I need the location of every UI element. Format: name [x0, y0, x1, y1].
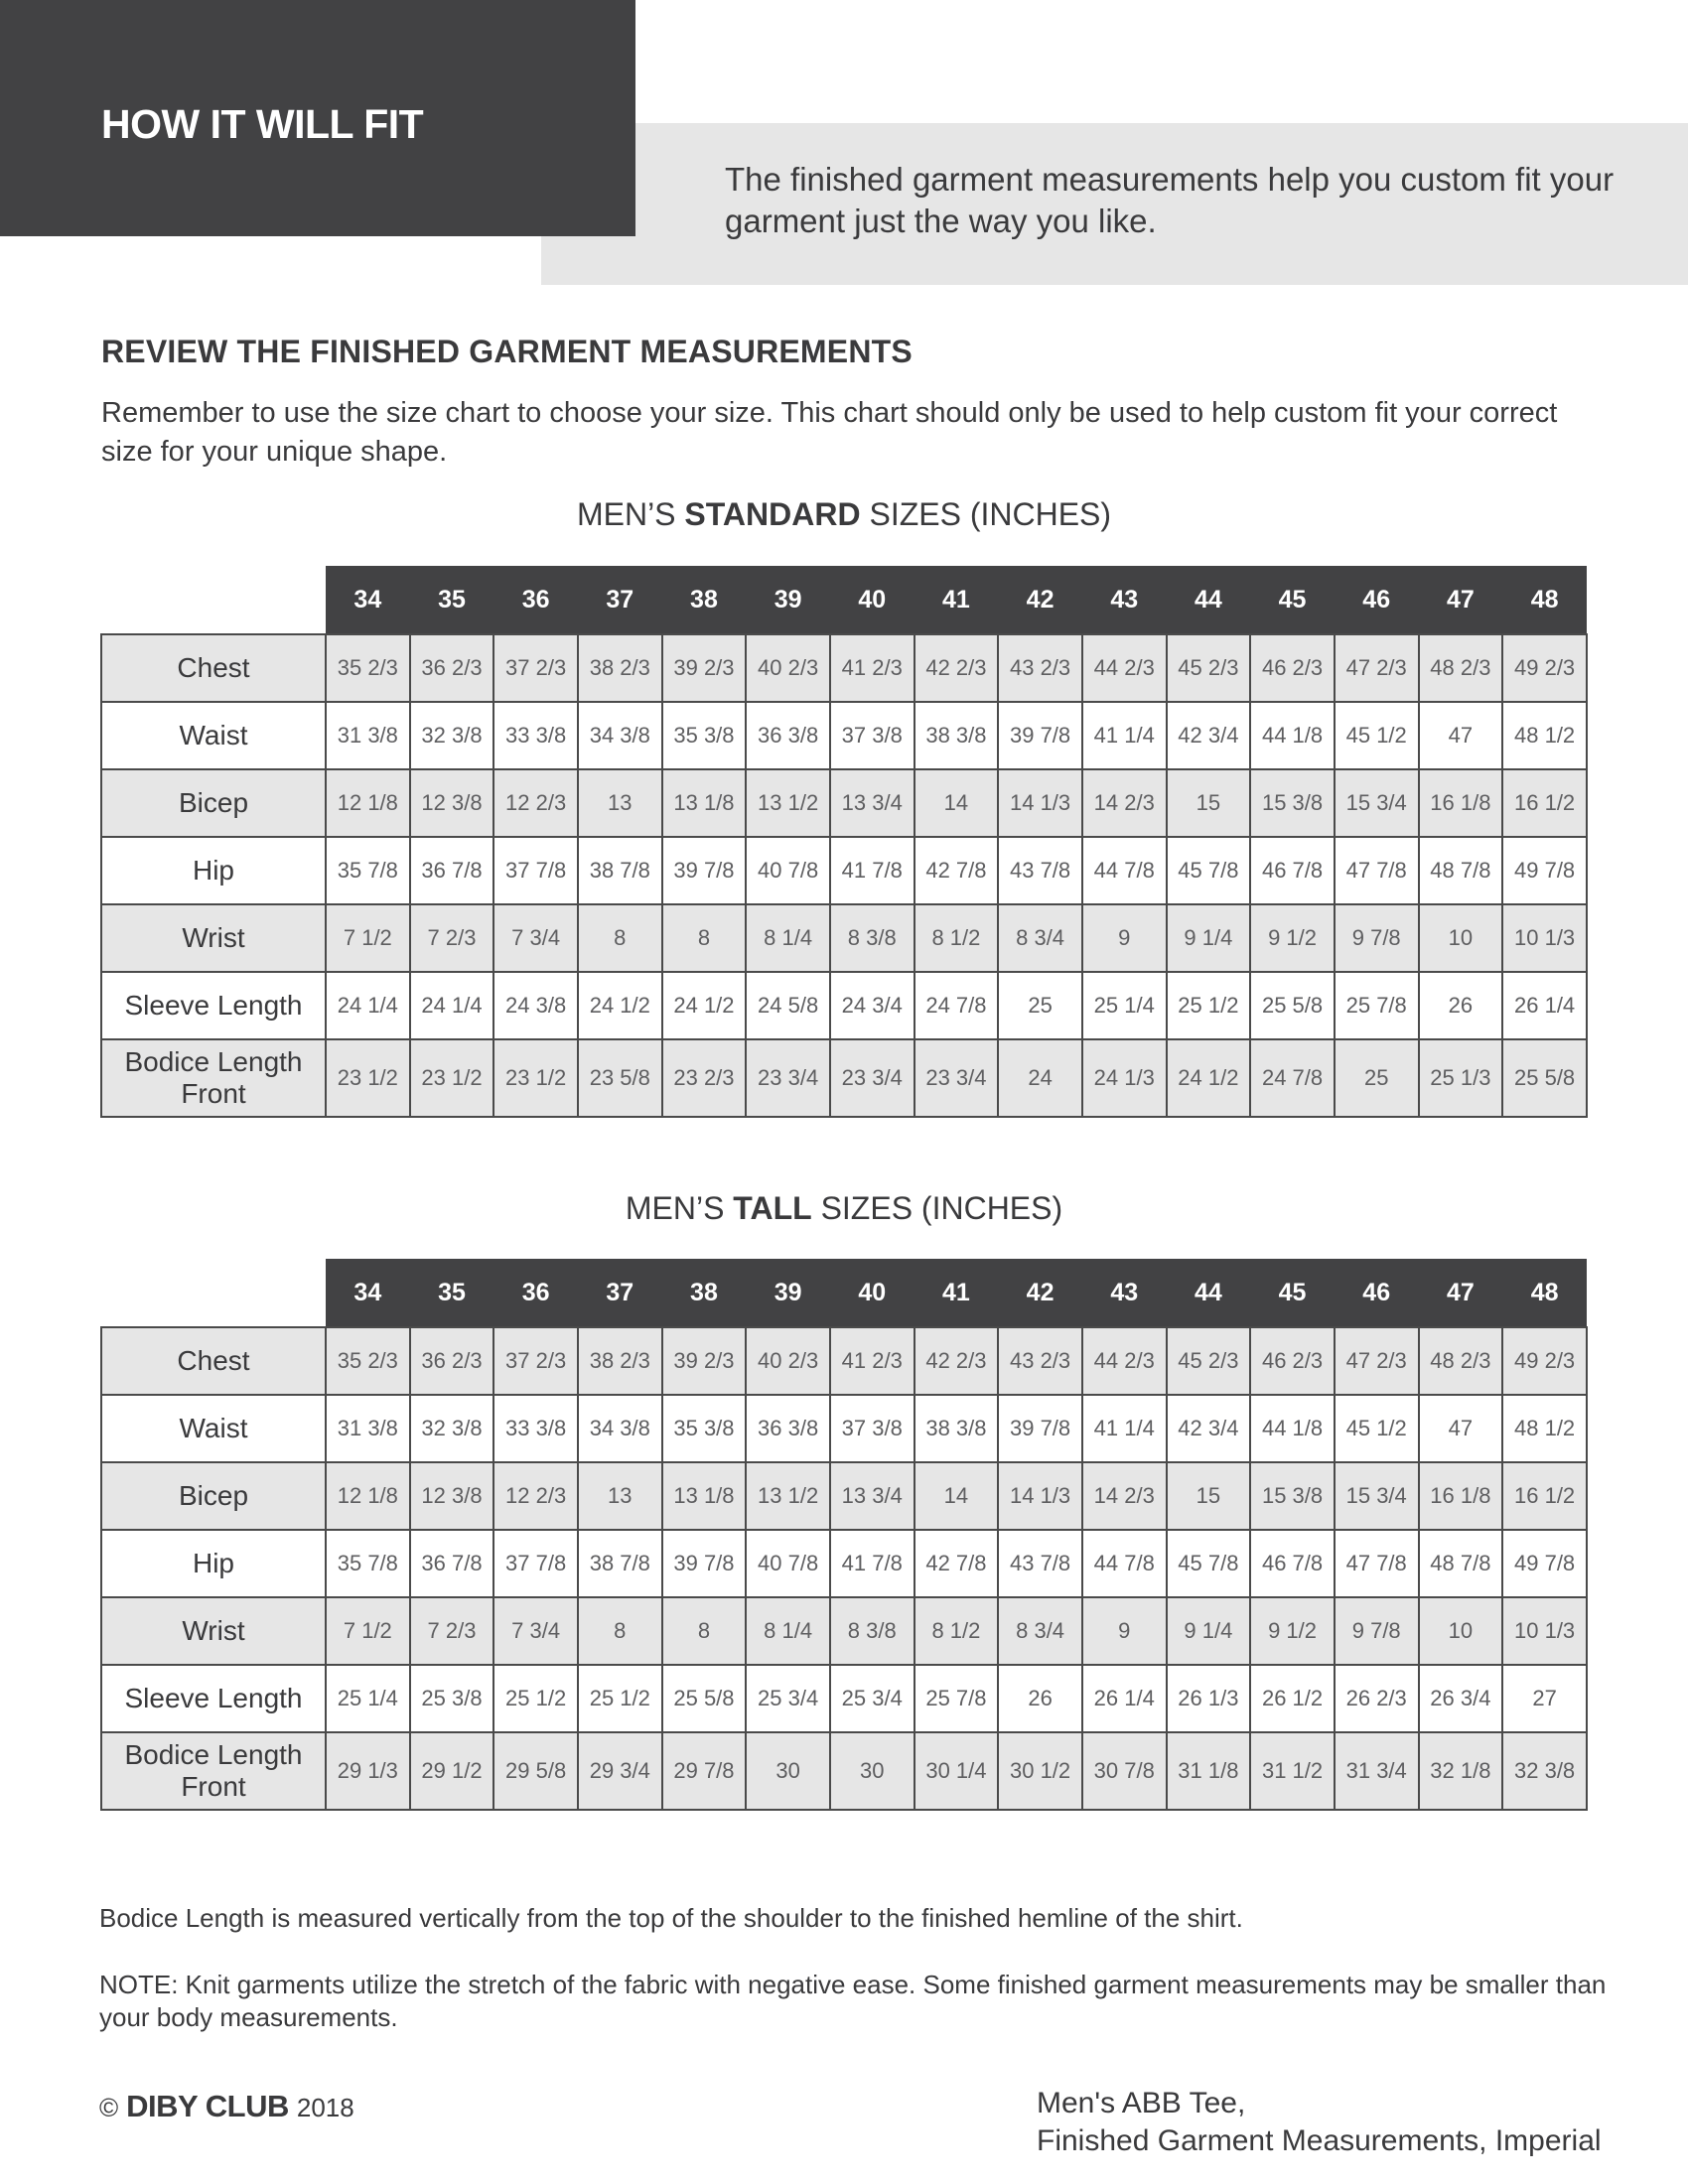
measurement-value: 10 [1419, 1597, 1503, 1665]
measurement-value: 25 [998, 972, 1082, 1039]
measurement-value: 13 3/4 [830, 769, 914, 837]
measurement-value: 9 1/2 [1250, 904, 1335, 972]
measurement-value: 23 2/3 [662, 1039, 747, 1117]
measurement-value: 8 1/4 [746, 904, 830, 972]
measurement-value: 25 7/8 [1335, 972, 1419, 1039]
measurement-value: 24 1/2 [1167, 1039, 1251, 1117]
measurement-label: Sleeve Length [101, 972, 326, 1039]
measurement-value: 25 3/4 [830, 1665, 914, 1732]
measurement-value: 35 2/3 [326, 634, 410, 702]
measurement-value: 30 [746, 1732, 830, 1810]
table-row [101, 1665, 1587, 1732]
size-header: 41 [914, 566, 999, 634]
measurement-value: 26 1/4 [1082, 1665, 1167, 1732]
measurement-value: 37 3/8 [830, 702, 914, 769]
measurement-value: 29 3/4 [578, 1732, 662, 1810]
measurement-value: 39 2/3 [662, 634, 747, 702]
size-header: 39 [746, 566, 830, 634]
measurement-value: 47 2/3 [1335, 634, 1419, 702]
measurement-label: Chest [101, 634, 326, 702]
table-row [101, 634, 1587, 702]
measurement-value: 9 7/8 [1335, 1597, 1419, 1665]
measurement-value: 23 3/4 [914, 1039, 999, 1117]
table-row [101, 1530, 1587, 1597]
measurement-value: 24 1/4 [410, 972, 494, 1039]
measurement-value: 40 2/3 [746, 1327, 830, 1395]
measurement-value: 46 7/8 [1250, 837, 1335, 904]
measurement-value: 41 7/8 [830, 837, 914, 904]
measurement-value: 37 2/3 [493, 1327, 578, 1395]
measurement-value: 25 1/2 [1167, 972, 1251, 1039]
measurement-value: 39 7/8 [998, 702, 1082, 769]
measurement-value: 41 1/4 [1082, 1395, 1167, 1462]
measurement-value: 35 7/8 [326, 1530, 410, 1597]
measurement-value: 7 3/4 [493, 1597, 578, 1665]
standard-title-bold: STANDARD [684, 496, 861, 532]
measurement-value: 10 1/3 [1502, 1597, 1587, 1665]
measurement-value: 24 [998, 1039, 1082, 1117]
measurement-value: 16 1/2 [1502, 1462, 1587, 1530]
measurement-value: 24 3/8 [493, 972, 578, 1039]
size-header: 48 [1502, 566, 1587, 634]
size-header: 43 [1082, 1259, 1167, 1327]
measurement-value: 45 7/8 [1167, 1530, 1251, 1597]
measurement-value: 36 3/8 [746, 1395, 830, 1462]
size-header: 42 [998, 1259, 1082, 1327]
measurement-value: 27 [1502, 1665, 1587, 1732]
measurement-value: 7 1/2 [326, 904, 410, 972]
measurement-value: 31 1/8 [1167, 1732, 1251, 1810]
measurement-value: 46 2/3 [1250, 1327, 1335, 1395]
measurement-value: 23 1/2 [410, 1039, 494, 1117]
size-header: 46 [1335, 566, 1419, 634]
measurement-value: 25 3/4 [746, 1665, 830, 1732]
measurement-value: 49 7/8 [1502, 837, 1587, 904]
size-header: 44 [1167, 1259, 1251, 1327]
measurement-value: 23 3/4 [830, 1039, 914, 1117]
measurement-value: 26 [1419, 972, 1503, 1039]
measurement-value: 10 [1419, 904, 1503, 972]
measurement-value: 12 3/8 [410, 769, 494, 837]
measurement-value: 14 2/3 [1082, 1462, 1167, 1530]
measurement-value: 30 1/2 [998, 1732, 1082, 1810]
measurement-value: 29 1/3 [326, 1732, 410, 1810]
measurement-value: 48 7/8 [1419, 1530, 1503, 1597]
measurement-value: 29 5/8 [493, 1732, 578, 1810]
measurement-value: 24 7/8 [914, 972, 999, 1039]
standard-sizes-table [100, 566, 1588, 1118]
standard-table-title [0, 496, 1688, 533]
measurement-value: 13 1/2 [746, 1462, 830, 1530]
measurement-value: 31 1/2 [1250, 1732, 1335, 1810]
measurement-value: 26 2/3 [1335, 1665, 1419, 1732]
measurement-value: 14 1/3 [998, 1462, 1082, 1530]
measurement-value: 47 7/8 [1335, 1530, 1419, 1597]
tall-title-suffix: SIZES (INCHES) [811, 1190, 1063, 1226]
measurement-label: Bodice Length Front [101, 1039, 326, 1117]
measurement-label: Sleeve Length [101, 1665, 326, 1732]
measurement-label: Hip [101, 1530, 326, 1597]
measurement-value: 49 7/8 [1502, 1530, 1587, 1597]
measurement-label: Wrist [101, 904, 326, 972]
footer-doc-title [1037, 2085, 1602, 2160]
measurement-label: Wrist [101, 1597, 326, 1665]
footer-copyright [99, 2089, 354, 2124]
measurement-value: 15 3/4 [1335, 1462, 1419, 1530]
measurement-value: 43 7/8 [998, 1530, 1082, 1597]
measurement-value: 42 3/4 [1167, 1395, 1251, 1462]
measurement-value: 42 7/8 [914, 1530, 999, 1597]
measurement-value: 44 7/8 [1082, 1530, 1167, 1597]
measurement-label: Bicep [101, 1462, 326, 1530]
measurement-value: 42 3/4 [1167, 702, 1251, 769]
tall-title-prefix: MEN’S [625, 1190, 734, 1226]
measurement-value: 42 2/3 [914, 1327, 999, 1395]
measurement-value: 43 2/3 [998, 1327, 1082, 1395]
table-row [101, 972, 1587, 1039]
measurement-value: 29 7/8 [662, 1732, 747, 1810]
measurement-value: 15 [1167, 1462, 1251, 1530]
measurement-value: 38 7/8 [578, 837, 662, 904]
measurement-value: 9 1/2 [1250, 1597, 1335, 1665]
size-header: 47 [1419, 1259, 1503, 1327]
measurement-value: 12 1/8 [326, 1462, 410, 1530]
measurement-value: 9 7/8 [1335, 904, 1419, 972]
table-row [101, 837, 1587, 904]
measurement-value: 26 1/2 [1250, 1665, 1335, 1732]
measurement-value: 25 5/8 [1250, 972, 1335, 1039]
measurement-value: 38 3/8 [914, 702, 999, 769]
measurement-value: 47 2/3 [1335, 1327, 1419, 1395]
measurement-value: 15 3/8 [1250, 1462, 1335, 1530]
size-header: 45 [1250, 1259, 1335, 1327]
measurement-value: 16 1/8 [1419, 769, 1503, 837]
tall-table-title [0, 1190, 1688, 1227]
measurement-value: 49 2/3 [1502, 1327, 1587, 1395]
size-header: 48 [1502, 1259, 1587, 1327]
measurement-value: 31 3/4 [1335, 1732, 1419, 1810]
measurement-value: 39 7/8 [662, 837, 747, 904]
measurement-value: 34 3/8 [578, 702, 662, 769]
measurement-value: 35 2/3 [326, 1327, 410, 1395]
measurement-value: 8 3/4 [998, 904, 1082, 972]
standard-title-suffix: SIZES (INCHES) [860, 496, 1112, 532]
measurement-value: 25 [1335, 1039, 1419, 1117]
measurement-value: 24 1/4 [326, 972, 410, 1039]
measurement-value: 30 1/4 [914, 1732, 999, 1810]
measurement-value: 24 1/2 [662, 972, 747, 1039]
measurement-value: 8 [662, 1597, 747, 1665]
size-header: 34 [326, 1259, 410, 1327]
measurement-value: 24 5/8 [746, 972, 830, 1039]
measurement-value: 8 3/4 [998, 1597, 1082, 1665]
header-corner [101, 1259, 326, 1327]
measurement-label: Bodice Length Front [101, 1732, 326, 1810]
measurement-value: 30 7/8 [1082, 1732, 1167, 1810]
table-row [101, 1039, 1587, 1117]
measurement-value: 48 7/8 [1419, 837, 1503, 904]
measurement-value: 42 7/8 [914, 837, 999, 904]
measurement-value: 45 2/3 [1167, 634, 1251, 702]
measurement-value: 13 1/8 [662, 769, 747, 837]
measurement-value: 33 3/8 [493, 702, 578, 769]
table-row [101, 904, 1587, 972]
measurement-value: 36 3/8 [746, 702, 830, 769]
measurement-value: 29 1/2 [410, 1732, 494, 1810]
measurement-label: Waist [101, 1395, 326, 1462]
measurement-value: 8 1/2 [914, 1597, 999, 1665]
measurement-value: 49 2/3 [1502, 634, 1587, 702]
measurement-value: 41 7/8 [830, 1530, 914, 1597]
measurement-value: 48 2/3 [1419, 1327, 1503, 1395]
measurement-value: 12 2/3 [493, 1462, 578, 1530]
measurement-label: Hip [101, 837, 326, 904]
bodice-note: Bodice Length is measured vertically from the top of the shoulder to the finished hemline of the shirt. [99, 1903, 1243, 1933]
measurement-value: 24 1/3 [1082, 1039, 1167, 1117]
measurement-value: 12 3/8 [410, 1462, 494, 1530]
size-header-row [101, 1259, 1587, 1327]
measurement-value: 23 1/2 [493, 1039, 578, 1117]
measurement-value: 24 1/2 [578, 972, 662, 1039]
measurement-value: 16 1/2 [1502, 769, 1587, 837]
measurement-value: 40 7/8 [746, 837, 830, 904]
measurement-label: Bicep [101, 769, 326, 837]
measurement-value: 8 1/4 [746, 1597, 830, 1665]
measurement-value: 25 5/8 [662, 1665, 747, 1732]
size-header: 43 [1082, 566, 1167, 634]
measurement-value: 47 [1419, 1395, 1503, 1462]
measurement-value: 9 [1082, 904, 1167, 972]
measurement-value: 45 1/2 [1335, 702, 1419, 769]
size-header: 42 [998, 566, 1082, 634]
measurement-value: 35 7/8 [326, 837, 410, 904]
measurement-value: 41 2/3 [830, 1327, 914, 1395]
measurement-value: 44 2/3 [1082, 1327, 1167, 1395]
table-row [101, 1732, 1587, 1810]
measurement-value: 10 1/3 [1502, 904, 1587, 972]
measurement-value: 13 [578, 1462, 662, 1530]
measurement-value: 25 3/8 [410, 1665, 494, 1732]
measurement-value: 8 3/8 [830, 904, 914, 972]
measurement-value: 41 2/3 [830, 634, 914, 702]
measurement-value: 38 2/3 [578, 634, 662, 702]
measurement-value: 30 [830, 1732, 914, 1810]
measurement-value: 9 1/4 [1167, 1597, 1251, 1665]
measurement-value: 8 1/2 [914, 904, 999, 972]
measurement-value: 39 2/3 [662, 1327, 747, 1395]
standard-title-prefix: MEN’S [576, 496, 685, 532]
measurement-value: 38 2/3 [578, 1327, 662, 1395]
measurement-value: 37 7/8 [493, 837, 578, 904]
section-text: Remember to use the size chart to choose your size. This chart should only be used to help custom fit your correct size for your unique shape. [101, 397, 1558, 468]
measurement-value: 23 5/8 [578, 1039, 662, 1117]
measurement-value: 44 2/3 [1082, 634, 1167, 702]
measurement-value: 14 [914, 769, 999, 837]
measurement-value: 32 3/8 [1502, 1732, 1587, 1810]
measurement-value: 32 1/8 [1419, 1732, 1503, 1810]
size-header: 40 [830, 566, 914, 634]
measurement-value: 45 2/3 [1167, 1327, 1251, 1395]
measurement-value: 48 2/3 [1419, 634, 1503, 702]
measurement-value: 9 1/4 [1167, 904, 1251, 972]
measurement-value: 44 7/8 [1082, 837, 1167, 904]
size-header: 46 [1335, 1259, 1419, 1327]
measurement-value: 7 3/4 [493, 904, 578, 972]
table-row [101, 769, 1587, 837]
measurement-value: 8 3/8 [830, 1597, 914, 1665]
measurement-value: 25 7/8 [914, 1665, 999, 1732]
measurement-value: 45 1/2 [1335, 1395, 1419, 1462]
measurement-value: 48 1/2 [1502, 702, 1587, 769]
measurement-value: 32 3/8 [410, 702, 494, 769]
measurement-value: 16 1/8 [1419, 1462, 1503, 1530]
size-header-row [101, 566, 1587, 634]
measurement-value: 26 1/4 [1502, 972, 1587, 1039]
table-row [101, 1597, 1587, 1665]
measurement-value: 14 1/3 [998, 769, 1082, 837]
brand-logo: DIBY CLUB [126, 2089, 289, 2123]
doc-title-line-2: Finished Garment Measurements, Imperial [1037, 2124, 1602, 2157]
measurement-value: 26 [998, 1665, 1082, 1732]
measurement-value: 7 2/3 [410, 904, 494, 972]
size-header: 34 [326, 566, 410, 634]
measurement-value: 25 1/4 [1082, 972, 1167, 1039]
measurement-label: Chest [101, 1327, 326, 1395]
measurement-value: 44 1/8 [1250, 702, 1335, 769]
measurement-value: 32 3/8 [410, 1395, 494, 1462]
measurement-value: 7 2/3 [410, 1597, 494, 1665]
measurement-value: 45 7/8 [1167, 837, 1251, 904]
measurement-value: 15 3/8 [1250, 769, 1335, 837]
header-corner [101, 566, 326, 634]
table-row [101, 702, 1587, 769]
measurement-value: 40 7/8 [746, 1530, 830, 1597]
measurement-value: 13 3/4 [830, 1462, 914, 1530]
measurement-value: 12 2/3 [493, 769, 578, 837]
measurement-value: 46 7/8 [1250, 1530, 1335, 1597]
size-header: 38 [662, 566, 747, 634]
size-header: 39 [746, 1259, 830, 1327]
size-header: 37 [578, 1259, 662, 1327]
measurement-value: 25 1/4 [326, 1665, 410, 1732]
page-title: HOW IT WILL FIT [101, 101, 424, 147]
measurement-value: 46 2/3 [1250, 634, 1335, 702]
measurement-value: 38 3/8 [914, 1395, 999, 1462]
measurement-value: 25 5/8 [1502, 1039, 1587, 1117]
measurement-label: Waist [101, 702, 326, 769]
measurement-value: 33 3/8 [493, 1395, 578, 1462]
measurement-value: 7 1/2 [326, 1597, 410, 1665]
section-title: REVIEW THE FINISHED GARMENT MEASUREMENTS [101, 334, 913, 369]
measurement-value: 25 1/2 [493, 1665, 578, 1732]
measurement-value: 25 1/3 [1419, 1039, 1503, 1117]
size-header: 45 [1250, 566, 1335, 634]
measurement-value: 35 3/8 [662, 702, 747, 769]
size-header: 38 [662, 1259, 747, 1327]
measurement-value: 37 2/3 [493, 634, 578, 702]
measurement-value: 37 3/8 [830, 1395, 914, 1462]
measurement-value: 35 3/8 [662, 1395, 747, 1462]
size-header: 36 [493, 1259, 578, 1327]
measurement-value: 14 [914, 1462, 999, 1530]
table-row [101, 1462, 1587, 1530]
measurement-value: 14 2/3 [1082, 769, 1167, 837]
measurement-value: 40 2/3 [746, 634, 830, 702]
measurement-value: 13 [578, 769, 662, 837]
knit-note: NOTE: Knit garments utilize the stretch of the fabric with negative ease. Some finished garment measurements may be smaller than your body measurements. [99, 1970, 1607, 2032]
measurement-value: 47 7/8 [1335, 837, 1419, 904]
copyright-year: 2018 [296, 2093, 354, 2122]
table-row [101, 1395, 1587, 1462]
measurement-value: 15 [1167, 769, 1251, 837]
size-header: 47 [1419, 566, 1503, 634]
measurement-value: 13 1/8 [662, 1462, 747, 1530]
measurement-value: 36 2/3 [410, 634, 494, 702]
measurement-value: 9 [1082, 1597, 1167, 1665]
measurement-value: 12 1/8 [326, 769, 410, 837]
measurement-value: 36 7/8 [410, 1530, 494, 1597]
measurement-value: 31 3/8 [326, 702, 410, 769]
size-header: 41 [914, 1259, 999, 1327]
measurement-value: 43 7/8 [998, 837, 1082, 904]
doc-title-line-1: Men's ABB Tee, [1037, 2087, 1246, 2119]
measurement-value: 47 [1419, 702, 1503, 769]
measurement-value: 23 3/4 [746, 1039, 830, 1117]
measurement-value: 42 2/3 [914, 634, 999, 702]
size-header: 36 [493, 566, 578, 634]
tall-title-bold: TALL [733, 1190, 812, 1226]
measurement-value: 8 [662, 904, 747, 972]
measurement-value: 39 7/8 [662, 1530, 747, 1597]
size-header: 44 [1167, 566, 1251, 634]
size-header: 35 [410, 1259, 494, 1327]
copyright-symbol: © [99, 2093, 119, 2122]
size-header: 40 [830, 1259, 914, 1327]
measurement-value: 25 1/2 [578, 1665, 662, 1732]
tall-sizes-table [100, 1259, 1588, 1811]
measurement-value: 15 3/4 [1335, 769, 1419, 837]
size-header: 35 [410, 566, 494, 634]
measurement-value: 24 3/4 [830, 972, 914, 1039]
measurement-value: 26 1/3 [1167, 1665, 1251, 1732]
measurement-value: 36 7/8 [410, 837, 494, 904]
header-intro: The finished garment measurements help you custom fit your garment just the way you like. [725, 161, 1615, 239]
measurement-value: 8 [578, 1597, 662, 1665]
measurement-value: 39 7/8 [998, 1395, 1082, 1462]
measurement-value: 48 1/2 [1502, 1395, 1587, 1462]
measurement-value: 24 7/8 [1250, 1039, 1335, 1117]
measurement-value: 23 1/2 [326, 1039, 410, 1117]
measurement-value: 43 2/3 [998, 634, 1082, 702]
measurement-value: 8 [578, 904, 662, 972]
measurement-value: 37 7/8 [493, 1530, 578, 1597]
table-row [101, 1327, 1587, 1395]
measurement-value: 36 2/3 [410, 1327, 494, 1395]
measurement-value: 13 1/2 [746, 769, 830, 837]
measurement-value: 31 3/8 [326, 1395, 410, 1462]
measurement-value: 41 1/4 [1082, 702, 1167, 769]
size-header: 37 [578, 566, 662, 634]
measurement-value: 44 1/8 [1250, 1395, 1335, 1462]
measurement-value: 34 3/8 [578, 1395, 662, 1462]
measurement-value: 26 3/4 [1419, 1665, 1503, 1732]
measurement-value: 38 7/8 [578, 1530, 662, 1597]
